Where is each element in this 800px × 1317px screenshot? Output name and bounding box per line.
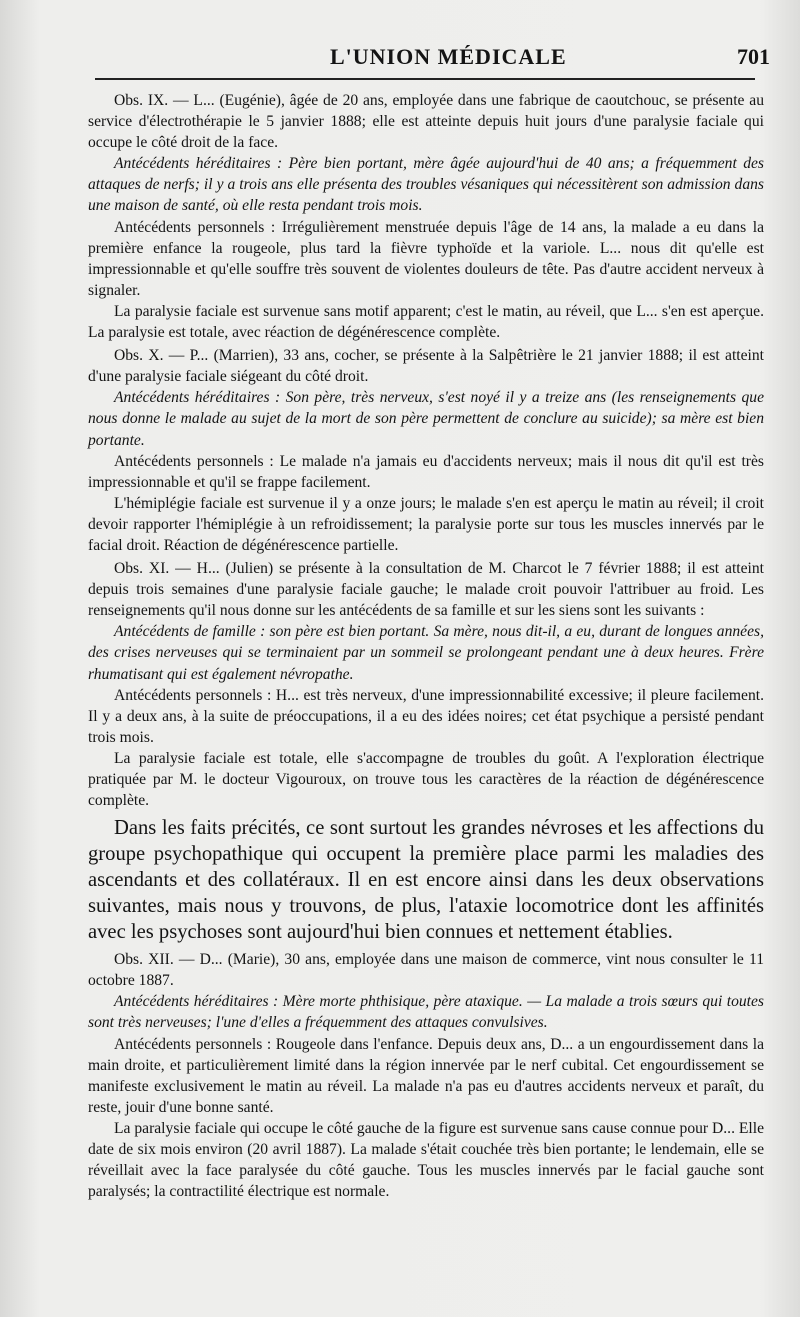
obs-10-hereditary: Antécédents héréditaires : Son père, très nerveux, s'est noyé il y a treize ans (les renseignements que nous donne le malade au sujet de la mort de son père permettent de conclure au suicide); sa mère est bien portante. <box>88 389 764 449</box>
transition-paragraph: Dans les faits précités, ce sont surtout les grandes névroses et les affections du groupe psychopathique qui occupent la première place parmi les maladies des ascendants et des collatéraux. Il en est encore ainsi dans les deux observations suivantes, mais nous y trouvons, de plus, l'ataxie locomotrice dont les affinités avec les psychoses sont aujourd'hui bien connues et nettement établies. <box>88 817 764 944</box>
running-title: L'UNION MÉDICALE <box>330 44 567 69</box>
obs-11-intro: Obs. XI. — H... (Julien) se présente à la consultation de M. Charcot le 7 février 1888; il est atteint depuis trois semaines d'une paralysie faciale gauche; le malade croit pouvoir l'attribuer au froid. Les renseignements qu'il nous donne sur les antécédents de sa famille et sur les siens sont les suivants : <box>88 560 764 620</box>
page-number: 701 <box>737 44 770 69</box>
header-rule <box>95 78 755 80</box>
page-header <box>95 44 770 74</box>
obs-10-intro: Obs. X. — P... (Marrien), 33 ans, cocher, se présente à la Salpêtrière le 21 janvier 1888; il est atteint d'une paralysie faciale siégeant du côté droit. <box>88 347 764 386</box>
obs-9-paralysis: La paralysie faciale est survenue sans motif apparent; c'est le matin, au réveil, que L... s'en est aperçue. La paralysie est totale, avec réaction de dégénérescence complète. <box>88 302 764 342</box>
obs-11-family: Antécédents de famille : son père est bien portant. Sa mère, nous dit-il, a eu, durant de longues années, des crises nerveuses qui se terminaient par un sommeil se prolongeant pendant une à deux heures. Frère rhumatisant qui est également névropathe. <box>88 623 764 683</box>
obs-10-personal: Antécédents personnels : Le malade n'a jamais eu d'accidents nerveux; mais il nous dit qu'il est très impressionnable et qu'il se frappe facilement. <box>88 452 764 491</box>
article-body <box>88 90 764 1202</box>
obs-12-personal: Antécédents personnels : Rougeole dans l'enfance. Depuis deux ans, D... a un engourdissement dans la main droite, et particulièrement limité dans la région innervée par le nerf cubital. Cet engourdissement se manifeste exclusivement le matin au réveil. La malade n'a pas eu d'autres accidents nerveux et paraît, du reste, jouir d'une bonne santé. <box>88 1035 764 1116</box>
obs-10-paralysis: L'hémiplégie faciale est survenue il y a onze jours; le malade s'en est aperçu le matin au réveil; il croit devoir rapporter l'hémiplégie à un refroidissement; la paralysie porte sur tous les muscles innervés par le facial droit. Réaction de dégénérescence partielle. <box>88 494 764 554</box>
obs-9-hereditary: Antécédents héréditaires : Père bien portant, mère âgée aujourd'hui de 40 ans; a fréquemment des attaques de nerfs; il y a trois ans elle présenta des troubles vésaniques qui nécessitèrent son admission dans une maison de santé, où elle resta pendant trois mois. <box>88 155 764 215</box>
obs-12-paralysis: La paralysie faciale qui occupe le côté gauche de la figure est survenue sans cause connue pour D... Elle date de six mois environ (20 avril 1887). La malade s'était couchée très bien portante; le lendemain, elle se réveillait avec la face paralysée du côté gauche. Tous les muscles innervés par le facial gauche sont paralysés; la contractilité électrique est normale. <box>88 1119 764 1201</box>
obs-11-paralysis: La paralysie faciale est totale, elle s'accompagne de troubles du goût. A l'exploration électrique pratiquée par M. le docteur Vigouroux, on trouve tous les caractères de la réaction de dégénérescence complète. <box>88 749 764 810</box>
obs-9-intro: Obs. IX. — L... (Eugénie), âgée de 20 ans, employée dans une fabrique de caoutchouc, se présente au service d'électrothérapie le 5 janvier 1888; elle est atteinte depuis huit jours d'une paralysie faciale qui occupe le côté droit de la face. <box>88 92 764 152</box>
obs-9-personal: Antécédents personnels : Irrégulièrement menstruée depuis l'âge de 14 ans, la malade a eu dans la première enfance la rougeole, plus tard la fièvre typhoïde et la variole. L... nous dit qu'elle est impressionnable et qu'elle souffre très souvent de violentes douleurs de tête. Pas d'autre accident nerveux à signaler. <box>88 218 764 299</box>
obs-11-personal: Antécédents personnels : H... est très nerveux, d'une impressionnabilité excessive; il pleure facilement. Il y a deux ans, à la suite de préoccupations, il a eu des idées noires; cet état psychique a persisté pendant trois mois. <box>88 686 764 746</box>
obs-12-hereditary: Antécédents héréditaires : Mère morte phthisique, père ataxique. — La malade a trois sœurs qui toutes sont très nerveuses; l'une d'elles a fréquemment des attaques convulsives. <box>88 993 764 1032</box>
obs-12-intro: Obs. XII. — D... (Marie), 30 ans, employée dans une maison de commerce, vint nous consulter le 11 octobre 1887. <box>88 951 764 990</box>
